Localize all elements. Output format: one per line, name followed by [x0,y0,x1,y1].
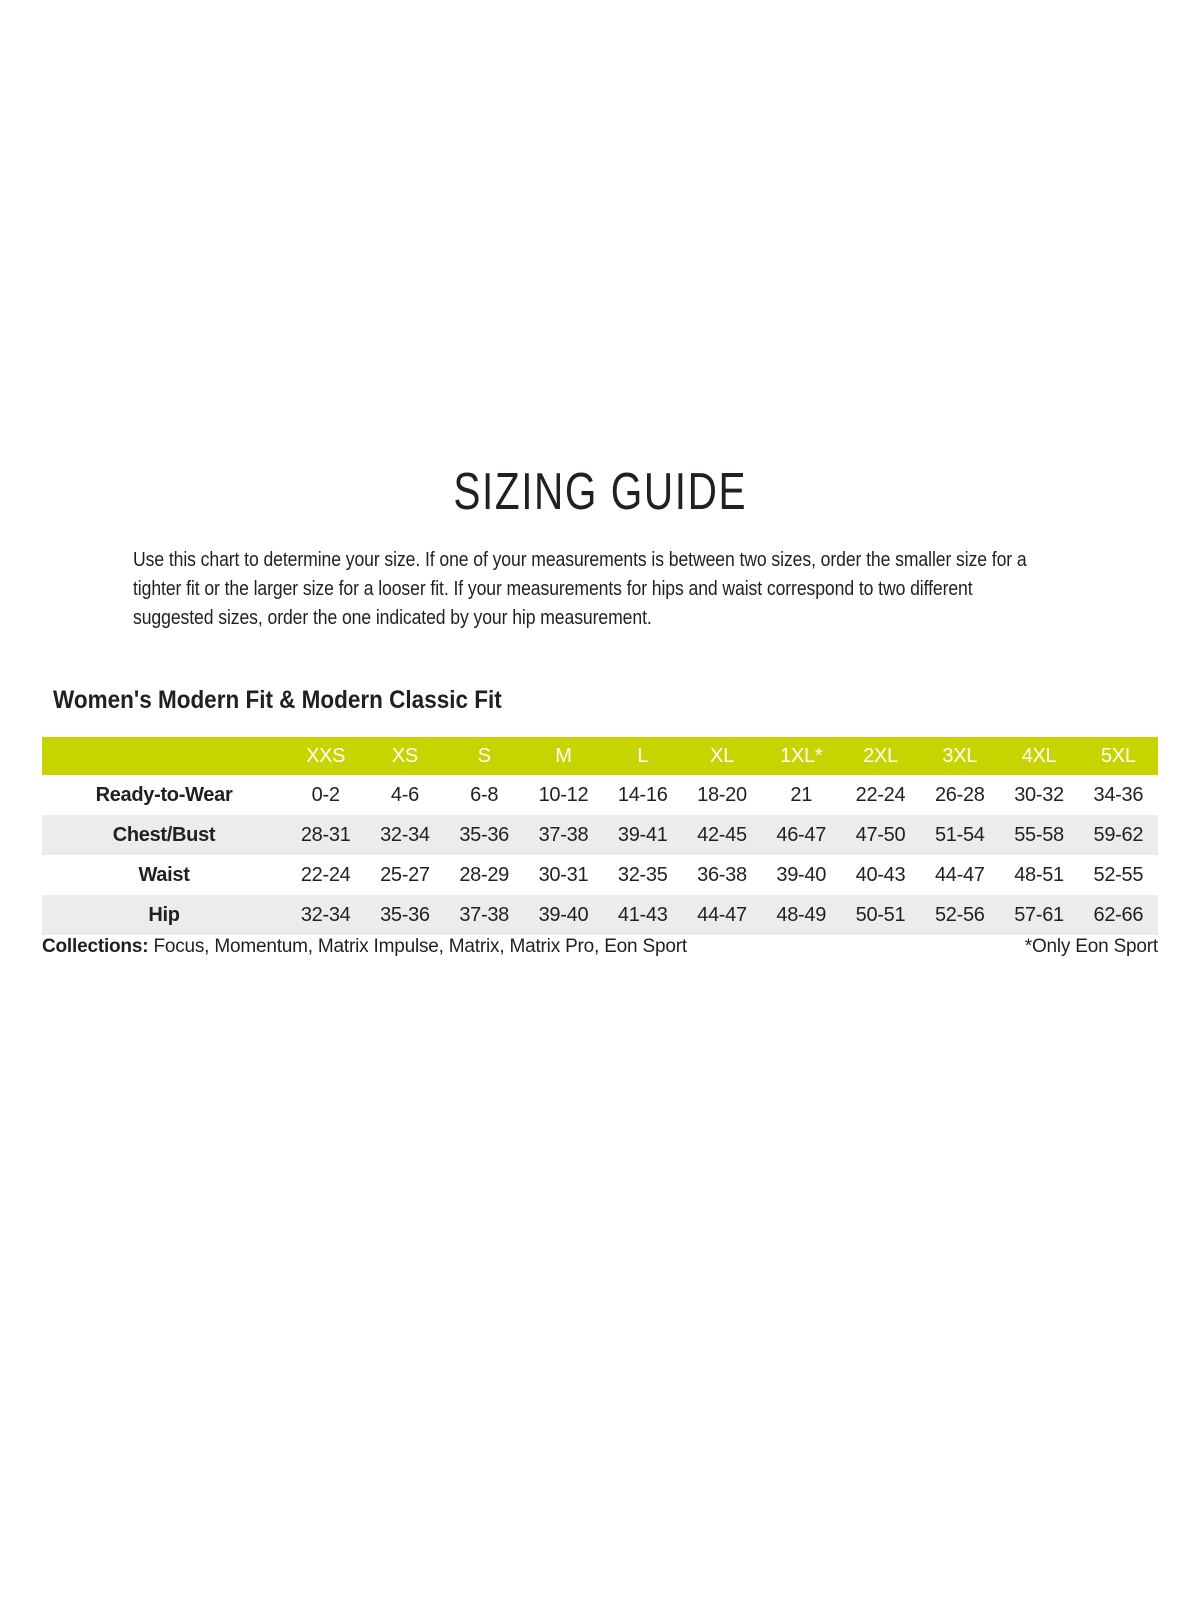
size-cell: 0-2 [311,783,340,806]
table-row [42,775,1158,815]
size-cell: 37-38 [459,903,509,926]
page-title-text: SIZING GUIDE [453,463,747,521]
collections-text [42,936,687,958]
size-cell: 35-36 [380,903,430,926]
size-cell: 44-47 [697,903,747,926]
size-cell: 35-36 [459,823,509,846]
column-header: S [477,744,491,767]
section-heading: Women's Modern Fit & Modern Classic Fit [53,686,502,714]
size-cell: 28-31 [300,823,351,846]
table-row [42,815,1158,855]
size-cell: 22-24 [300,863,351,886]
column-header: XXS [306,744,346,767]
size-cell: 48-51 [1014,863,1064,886]
size-cell: 42-45 [697,823,747,846]
column-header: M [555,744,572,767]
column-header: XL [710,744,734,767]
footnote-line [42,936,1158,958]
size-cell: 39-40 [538,903,589,926]
size-cell: 41-43 [617,903,668,926]
size-cell: 14-16 [617,783,668,806]
row-label: Hip [148,903,180,926]
size-cell: 32-34 [300,903,351,926]
size-cell: 26-28 [934,783,985,806]
page-title [0,460,1200,524]
column-header: 3XL [942,744,978,767]
column-header: XS [391,744,418,767]
asterisk-footnote: *Only Eon Sport [1024,936,1158,957]
size-cell: 39-41 [617,823,668,846]
size-cell: 4-6 [390,783,419,806]
size-cell: 32-34 [380,823,430,846]
intro-text: Use this chart to determine your size. If one of your measurements is between two sizes, order the smaller size for a tighter fit or the larger size for a looser fit. If your measurements for hips and waist correspond to two different suggested sizes, order the one indicated by your hip measurement. [133,549,1027,629]
size-cell: 52-56 [934,903,985,926]
size-cell: 22-24 [855,783,906,806]
size-cell: 40-43 [855,863,906,886]
size-cell: 37-38 [538,823,589,846]
size-cell: 62-66 [1093,903,1144,926]
size-cell: 34-36 [1093,783,1144,806]
size-cell: 52-55 [1093,863,1144,886]
size-cell: 32-35 [617,863,668,886]
size-cell: 28-29 [459,863,509,886]
column-header: 1XL* [780,744,823,767]
column-header: 2XL [863,744,898,767]
size-cell: 46-47 [776,823,827,846]
size-cell: 51-54 [934,823,985,846]
size-cell: 21 [790,783,813,806]
size-cell: 30-31 [538,863,589,886]
collections-label: Collections: [42,936,149,957]
size-cell: 55-58 [1014,823,1064,846]
size-chart-table [42,737,1158,935]
size-header-row [42,737,1158,775]
size-cell: 25-27 [380,863,430,886]
row-label: Waist [138,863,190,886]
size-cell: 6-8 [470,783,499,806]
size-cell: 59-62 [1093,823,1144,846]
corner-cell [42,737,286,775]
collections-value: Focus, Momentum, Matrix Impulse, Matrix, Matrix Pro, Eon Sport [153,936,687,957]
table-row [42,855,1158,895]
size-cell: 30-32 [1014,783,1064,806]
table-row [42,895,1158,935]
size-cell: 10-12 [538,783,589,806]
column-header: 5XL [1100,744,1136,767]
size-cell: 44-47 [934,863,985,886]
size-cell: 39-40 [776,863,827,886]
size-cell: 48-49 [776,903,827,926]
size-cell: 57-61 [1014,903,1064,926]
row-label: Ready-to-Wear [95,783,233,806]
column-header: 4XL [1021,744,1057,767]
column-header: L [637,744,649,767]
row-label: Chest/Bust [112,823,216,846]
size-cell: 47-50 [855,823,906,846]
size-cell: 36-38 [697,863,747,886]
size-cell: 50-51 [855,903,906,926]
size-cell: 18-20 [697,783,747,806]
